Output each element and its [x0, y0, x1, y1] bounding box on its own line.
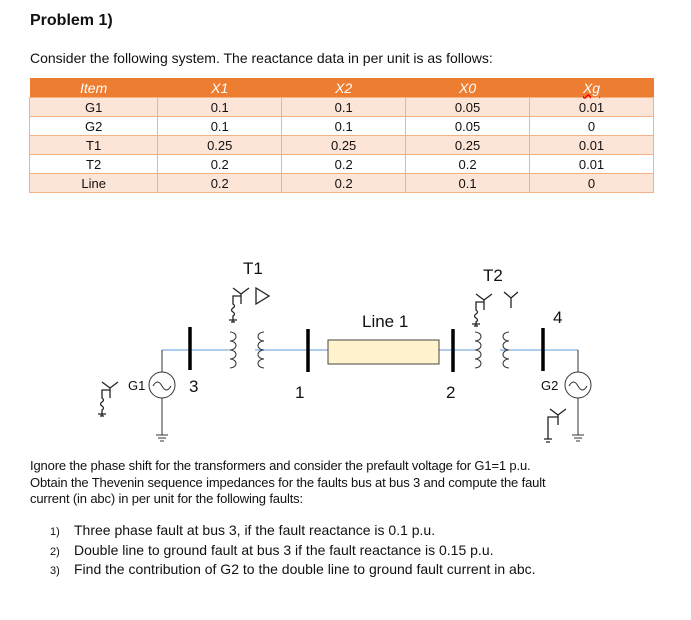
instructions-paragraph: [30, 458, 650, 508]
question-number: 3): [50, 565, 60, 577]
header-x0: X0: [406, 78, 530, 98]
table-cell: 0.05: [406, 98, 530, 117]
line-1-box: [328, 340, 439, 364]
question-number: 1): [50, 526, 60, 538]
table-cell: 0.1: [282, 117, 406, 136]
question-text: Find the contribution of G2 to the double line to ground fault current in abc.: [74, 561, 536, 577]
label-bus-1: 1: [295, 383, 305, 402]
label-line-1: Line 1: [362, 312, 409, 331]
paragraph-line: Ignore the phase shift for the transformers and consider the prefault voltage for G1=1 p.u.: [30, 458, 531, 473]
generator-g1-icon: [149, 372, 175, 398]
label-g2: G2: [541, 378, 559, 393]
table-cell: 0.2: [282, 174, 406, 193]
table-cell: 0.25: [282, 136, 406, 155]
table-cell: 0.2: [158, 174, 282, 193]
table-cell: 0.01: [530, 98, 654, 117]
question-item: [50, 561, 536, 581]
question-text: Three phase fault at bus 3, if the fault reactance is 0.1 p.u.: [74, 522, 436, 538]
label-bus-4: 4: [553, 308, 563, 327]
header-xg: Xg: [530, 78, 654, 98]
wye-grounded-icons: [98, 288, 566, 442]
question-number: 2): [50, 545, 60, 558]
label-g1: G1: [128, 378, 146, 393]
problem-title: Problem 1): [30, 12, 113, 29]
table-cell: 0.1: [158, 98, 282, 117]
table-cell: 0.25: [158, 136, 282, 155]
paragraph-line: current (in abc) in per unit for the following faults:: [30, 491, 303, 506]
table-cell: Line: [30, 174, 158, 193]
table-cell: 0.2: [282, 155, 406, 174]
table-cell: 0.01: [530, 155, 654, 174]
question-item: [50, 522, 536, 542]
question-list: [50, 522, 536, 581]
table-cell: 0.1: [282, 98, 406, 117]
header-item: Item: [30, 78, 158, 98]
table-cell: 0.2: [406, 155, 530, 174]
intro-text: Consider the following system. The reactance data in per unit is as follows:: [30, 50, 493, 66]
table-cell: 0.1: [406, 174, 530, 193]
table-cell: 0.25: [406, 136, 530, 155]
header-x1: X1: [158, 78, 282, 98]
table-cell: G2: [30, 117, 158, 136]
table-cell: 0.1: [158, 117, 282, 136]
label-t2: T2: [483, 266, 503, 285]
table-cell: 0.05: [406, 117, 530, 136]
generator-g2-icon: [565, 372, 591, 398]
ground-icons: [156, 435, 584, 441]
table-cell: T2: [30, 155, 158, 174]
label-bus-3: 3: [189, 377, 199, 396]
label-bus-2: 2: [446, 383, 456, 402]
question-item: [50, 542, 536, 562]
header-x2: X2: [282, 78, 406, 98]
label-t1: T1: [243, 259, 263, 278]
table-cell: T1: [30, 136, 158, 155]
table-cell: 0.01: [530, 136, 654, 155]
paragraph-line: Obtain the Thevenin sequence impedances for the faults bus at bus 3 and compute the fault: [30, 474, 546, 490]
table-cell: 0: [530, 174, 654, 193]
question-text: Double line to ground fault at bus 3 if the fault reactance is 0.15 p.u.: [74, 541, 494, 558]
table-cell: 0: [530, 117, 654, 136]
table-cell: 0.2: [158, 155, 282, 174]
table-cell: G1: [30, 98, 158, 117]
